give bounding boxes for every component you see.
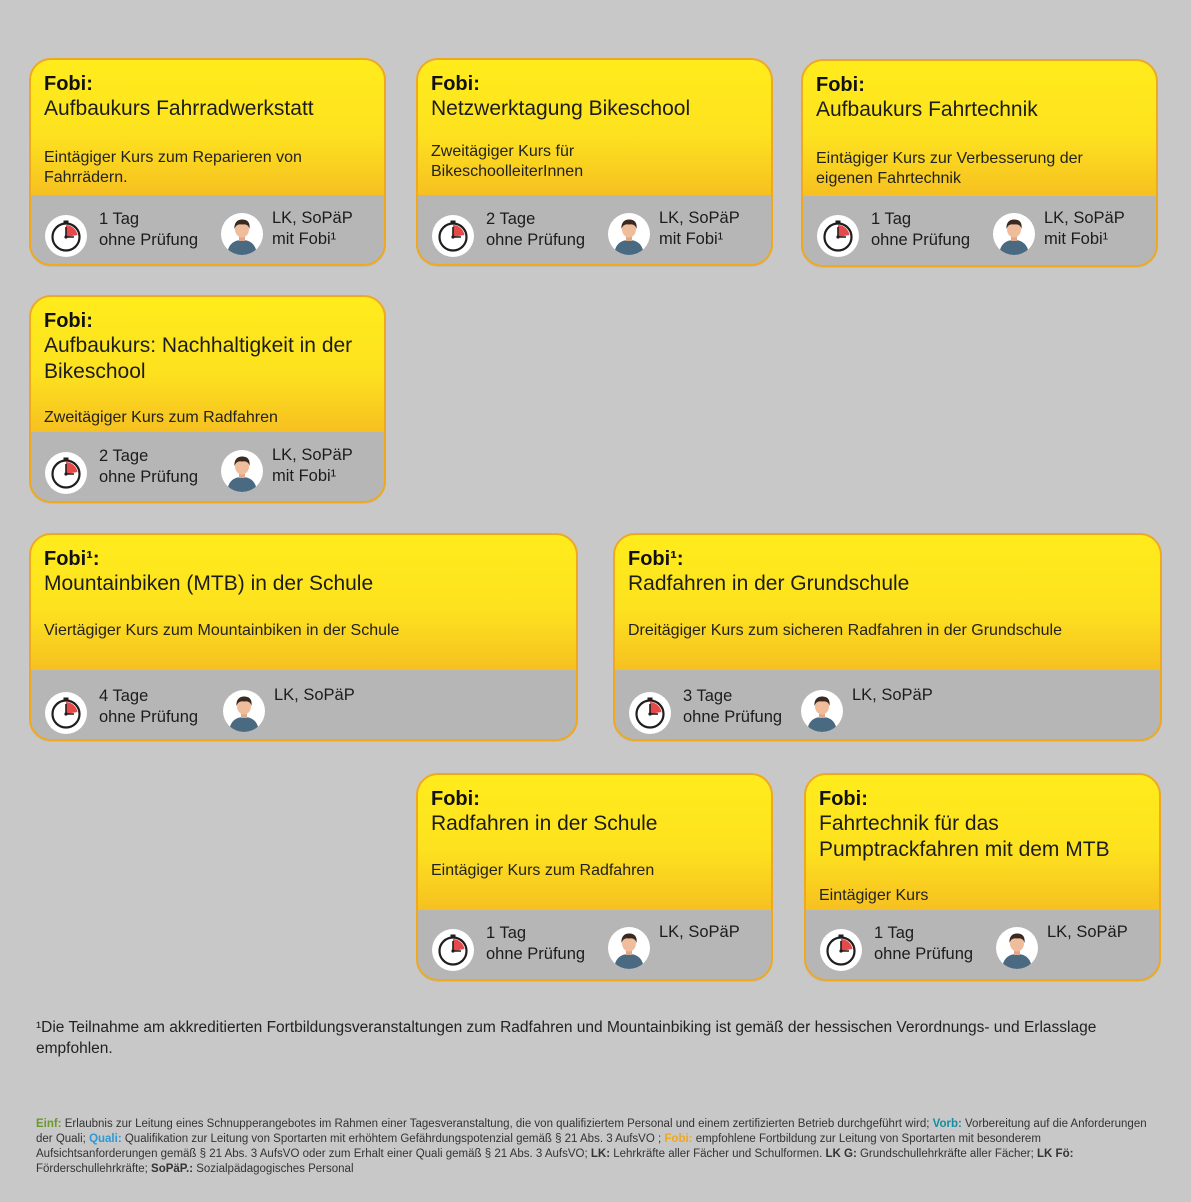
card-title: Radfahren in der Schule [431, 812, 658, 835]
legend-key-sopaep: SoPäP.: [151, 1163, 194, 1175]
person-avatar-icon [608, 213, 650, 255]
exam-text: ohne Prüfung [99, 231, 199, 249]
duration-text: 1 Tag [874, 924, 915, 942]
audience-text: LK, SoPäP [659, 209, 740, 227]
card-description: Eintägiger Kurs zum Radfahren [431, 862, 655, 879]
person-avatar-icon [608, 927, 650, 969]
card-label: Fobi¹: [44, 548, 100, 570]
card-label: Fobi: [431, 73, 480, 95]
card-title: Netzwerktagung Bikeschool [431, 97, 691, 120]
duration-info [874, 923, 973, 965]
card-header [31, 535, 576, 670]
audience-text: LK, SoPäP [272, 209, 353, 227]
legend-key-quali: Quali: [89, 1133, 122, 1145]
person-avatar-icon [993, 213, 1035, 255]
legend-text-quali: Qualifikation zur Leitung von Sportarten mit erhöhtem Gefährdungspotenzial gemäß § 21 Abs. 3 AufsVO ; [121, 1133, 665, 1145]
card-description: Zweitägiger Kurs für BikeschoolleiterInnen [431, 143, 584, 180]
audience-text: LK, SoPäP [659, 923, 740, 941]
course-card[interactable] [29, 58, 386, 266]
duration-info [871, 209, 970, 251]
card-label: Fobi: [431, 788, 480, 810]
legend-text-lkg: Grundschullehrkräfte aller Fächer; [856, 1148, 1038, 1160]
audience-info [272, 208, 353, 250]
exam-text: ohne Prüfung [874, 945, 974, 963]
audience-text: LK, SoPäP [1047, 923, 1128, 941]
card-info-band [418, 195, 771, 264]
audience-note: mit Fobi¹ [1044, 230, 1109, 248]
legend-text-lkfo: Förderschullehrkräfte; [36, 1163, 152, 1175]
audience-info [659, 208, 740, 250]
exam-text: ohne Prüfung [486, 231, 586, 249]
card-header [806, 775, 1159, 910]
duration-text: 2 Tage [486, 210, 536, 228]
person-avatar-icon [996, 927, 1038, 969]
exam-text: ohne Prüfung [486, 945, 586, 963]
audience-note: mit Fobi¹ [272, 467, 337, 485]
card-header [803, 61, 1156, 196]
duration-text: 1 Tag [871, 210, 912, 228]
person-avatar-icon [223, 690, 265, 732]
duration-info [486, 923, 585, 965]
exam-text: ohne Prüfung [683, 708, 783, 726]
audience-info [852, 685, 933, 706]
legend-text-sopaep: Sozialpädagogisches Personal [193, 1163, 354, 1175]
clock-icon [817, 215, 859, 257]
clock-icon [820, 929, 862, 971]
audience-info [274, 685, 355, 706]
card-info-band [803, 196, 1156, 265]
card-info-band [418, 910, 771, 979]
duration-info [486, 209, 585, 251]
person-avatar-icon [221, 213, 263, 255]
course-card[interactable] [416, 773, 773, 981]
legend-text-lk: Lehrkräfte aller Fächer und Schulformen. [610, 1148, 826, 1160]
clock-icon [432, 929, 474, 971]
card-title: Mountainbiken (MTB) in der Schule [44, 572, 374, 595]
card-label: Fobi¹: [628, 548, 684, 570]
course-card[interactable] [801, 59, 1158, 267]
card-title: Radfahren in der Grundschule [628, 572, 910, 595]
card-header [31, 297, 384, 432]
legend-text-einf: Erlaubnis zur Leitung eines Schnupperangebotes im Rahmen einer Tagesveranstaltung, die von qualifiziertem Personal und einem zertifizierten Betrieb durchgeführt wird; [61, 1118, 933, 1130]
legend-key-vorb: Vorb: [932, 1118, 962, 1130]
duration-text: 1 Tag [99, 210, 140, 228]
legend-key-lkfo: LK Fö: [1037, 1148, 1074, 1160]
audience-info [659, 922, 740, 943]
card-info-band [31, 670, 576, 739]
card-title: Aufbaukurs Fahrradwerkstatt [44, 97, 314, 120]
card-info-band [615, 670, 1160, 739]
legend [36, 1117, 1161, 1177]
audience-note: mit Fobi¹ [272, 230, 337, 248]
card-header [418, 60, 771, 195]
card-description: Eintägiger Kurs zum Reparieren von Fahrrädern. [44, 149, 302, 186]
course-card[interactable] [804, 773, 1161, 981]
clock-icon [45, 692, 87, 734]
duration-text: 1 Tag [486, 924, 527, 942]
card-title: Aufbaukurs Fahrtechnik [816, 98, 1038, 121]
card-description: Dreitägiger Kurs zum sicheren Radfahren in der Grundschule [628, 622, 1062, 639]
card-title: Aufbaukurs: Nachhaltigkeit in der Bikeschool [44, 334, 353, 383]
legend-text-vorb: Vorbereitung auf die Anforderungen der Quali; [36, 1118, 1147, 1145]
clock-icon [45, 452, 87, 494]
card-description: Eintägiger Kurs zur Verbesserung der eigenen Fahrtechnik [816, 150, 1083, 187]
course-card[interactable] [29, 533, 578, 741]
duration-info [99, 209, 198, 251]
exam-text: ohne Prüfung [99, 708, 199, 726]
clock-icon [432, 215, 474, 257]
card-description: Eintägiger Kurs [819, 887, 929, 904]
audience-info [1047, 922, 1128, 943]
card-header [615, 535, 1160, 670]
footnote: ¹Die Teilnahme am akkreditierten Fortbildungsveranstaltungen zum Radfahren und Mountainbiking ist gemäß der hessischen Verordnungs- und Erlasslage empfohlen. [36, 1019, 1097, 1057]
audience-text: LK, SoPäP [272, 446, 353, 464]
person-avatar-icon [221, 450, 263, 492]
exam-text: ohne Prüfung [99, 468, 199, 486]
card-label: Fobi: [44, 73, 93, 95]
audience-info [1044, 208, 1125, 250]
course-card[interactable] [29, 295, 386, 503]
course-card[interactable] [613, 533, 1162, 741]
card-label: Fobi: [819, 788, 868, 810]
card-description: Zweitägiger Kurs zum Radfahren [44, 409, 278, 426]
course-card[interactable] [416, 58, 773, 266]
audience-note: mit Fobi¹ [659, 230, 724, 248]
card-description: Viertägiger Kurs zum Mountainbiken in der Schule [44, 622, 400, 639]
card-title: Fahrtechnik für das Pumptrackfahren mit dem MTB [819, 812, 1110, 861]
audience-info [272, 445, 353, 487]
legend-key-fobi: Fobi: [664, 1133, 693, 1145]
legend-key-einf: Einf: [36, 1118, 62, 1130]
audience-text: LK, SoPäP [1044, 209, 1125, 227]
card-label: Fobi: [816, 74, 865, 96]
card-info-band [31, 195, 384, 264]
legend-text-fobi: empfohlene Fortbildung zur Leitung von Sportarten mit besonderem Aufsichtsanforderungen gemäß § 21 Abs. 3 AufsVO oder zum Erhalt einer Quali gemäß § 21 Abs. 3 AufsVO; [36, 1133, 1041, 1160]
legend-key-lk: LK: [590, 1148, 611, 1160]
card-header [418, 775, 771, 910]
duration-text: 4 Tage [99, 687, 149, 705]
clock-icon [45, 215, 87, 257]
audience-text: LK, SoPäP [274, 686, 355, 704]
duration-info [683, 686, 782, 728]
card-header [31, 60, 384, 195]
duration-info [99, 686, 198, 728]
duration-info [99, 446, 198, 488]
duration-text: 2 Tage [99, 447, 149, 465]
card-label: Fobi: [44, 310, 93, 332]
legend-key-lkg: LK G: [825, 1148, 857, 1160]
duration-text: 3 Tage [683, 687, 733, 705]
card-info-band [31, 432, 384, 501]
clock-icon [629, 692, 671, 734]
audience-text: LK, SoPäP [852, 686, 933, 704]
card-info-band [806, 910, 1159, 979]
person-avatar-icon [801, 690, 843, 732]
exam-text: ohne Prüfung [871, 231, 971, 249]
